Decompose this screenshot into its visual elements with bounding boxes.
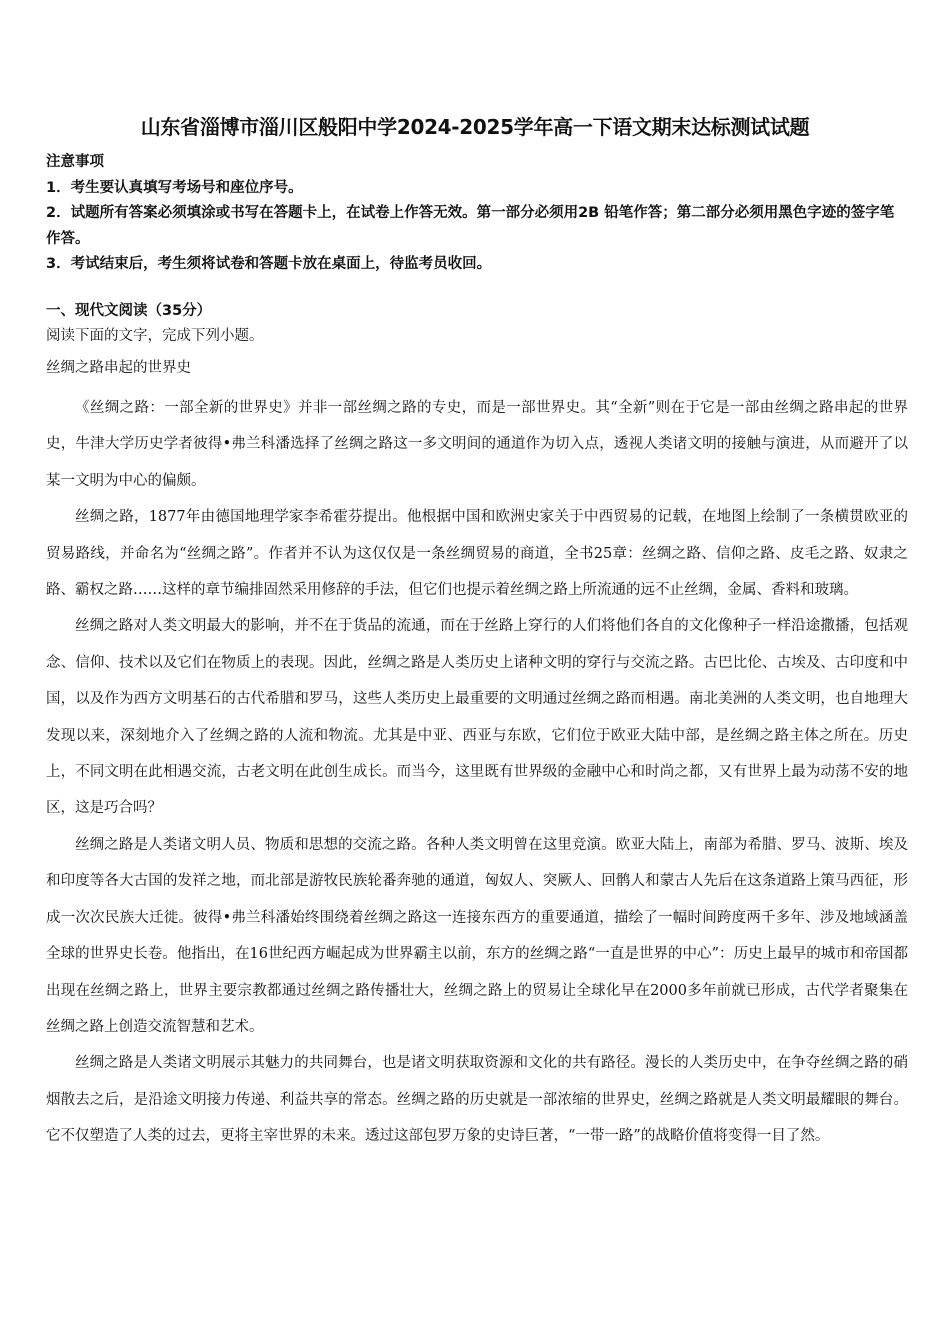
article-body	[46, 390, 908, 1155]
notice-item-1: 1．考生要认真填写考场号和座位序号。	[46, 179, 303, 196]
article-paragraph: 《丝绸之路：一部全新的世界史》并非一部丝绸之路的专史，而是一部世界史。其“全新”则在于它是一部由丝绸之路串起的世界史，牛津大学历史学者彼得•弗兰科潘选择了丝绸之路这一多文明间的通道作为切入点，透视人类诸文明的接触与演进，从而避开了以某一文明为中心的偏颇。	[46, 400, 908, 489]
article-title: 丝绸之路串起的世界史	[46, 360, 191, 376]
article-paragraph: 丝绸之路，1877年由德国地理学家李希霍芬提出。他根据中国和欧洲史家关于中西贸易的记载，在地图上绘制了一条横贯欧亚的贸易路线，并命名为“丝绸之路”。作者并不认为这仅仅是一条丝绸贸易的商道，全书25章：丝绸之路、信仰之路、皮毛之路、奴隶之路、霸权之路……这样的章节编排固然采用修辞的手法，但它们也提示着丝绸之路上所流通的远不止丝绸，金属、香料和玻璃。	[46, 509, 908, 599]
exam-title: 山东省淄博市淄川区般阳中学2024-2025学年高一下语文期末达标测试试题	[140, 115, 810, 139]
section-heading: 一、现代文阅读（35分）	[46, 303, 212, 319]
notice-block	[46, 150, 908, 278]
article-paragraph: 丝绸之路对人类文明最大的影响，并不在于货品的流通，而在于丝路上穿行的人们将他们各自的文化像种子一样沿途撒播，包括观念、信仰、技术以及它们在物质上的表现。因此，丝绸之路是人类历史上诸种文明的穿行与交流之路。古巴比伦、古埃及、古印度和中国，以及作为西方文明基石的古代希腊和罗马，这些人类历史上最重要的文明通过丝绸之路而相遇。南北美洲的人类文明，也自地理大发现以来，深刻地介入了丝绸之路的人流和物流。尤其是中亚、西亚与东欧，它们位于欧亚大陆中部，是丝绸之路主体之所在。历史上，不同文明在此相遇交流，古老文明在此创生成长。而当今，这里既有世界级的金融中心和时尚之都，又有世界上最为动荡不安的地区，这是巧合吗？	[46, 618, 908, 817]
notice-item-3: 3．考试结束后，考生须将试卷和答题卡放在桌面上，待监考员收回。	[46, 256, 492, 272]
article-paragraph: 丝绸之路是人类诸文明展示其魅力的共同舞台，也是诸文明获取资源和文化的共有路径。漫长的人类历史中，在争夺丝绸之路的硝烟散去之后，是沿途文明接力传递、利益共享的常态。丝绸之路的历史就是一部浓缩的世界史，丝绸之路就是人类文明最耀眼的舞台。它不仅塑造了人类的过去，更将主宰世界的未来。透过这部包罗万象的史诗巨著，“一带一路”的战略价值将变得一目了然。	[46, 1055, 908, 1145]
notice-item-2: 2．试题所有答案必须填涂或书写在答题卡上，在试卷上作答无效。第一部分必须用2B 铅笔作答；第二部分必须用黑色字迹的签字笔作答。	[46, 205, 895, 247]
article-paragraph: 丝绸之路是人类诸文明人员、物质和思想的交流之路。各种人类文明曾在这里竞演。欧亚大陆上，南部为希腊、罗马、波斯、埃及和印度等各大古国的发祥之地，而北部是游牧民族轮番奔驰的通道，匈奴人、突厥人、回鹘人和蒙古人先后在这条道路上策马西征，形成一次次民族大迁徙。彼得•弗兰科潘始终围绕着丝绸之路这一连接东西方的重要通道，描绘了一幅时间跨度两千多年、涉及地域涵盖全球的世界史长卷。他指出，在16世纪西方崛起成为世界霸主以前，东方的丝绸之路“一直是世界的中心”：历史上最早的城市和帝国都出现在丝绸之路上，世界主要宗教都通过丝绸之路传播壮大，丝绸之路上的贸易让全球化早在2000多年前就已形成，古代学者聚集在丝绸之路上创造交流智慧和艺术。	[46, 836, 908, 1035]
notice-heading: 注意事项	[46, 154, 104, 170]
section-instruction: 阅读下面的文字，完成下列小题。	[46, 328, 264, 344]
